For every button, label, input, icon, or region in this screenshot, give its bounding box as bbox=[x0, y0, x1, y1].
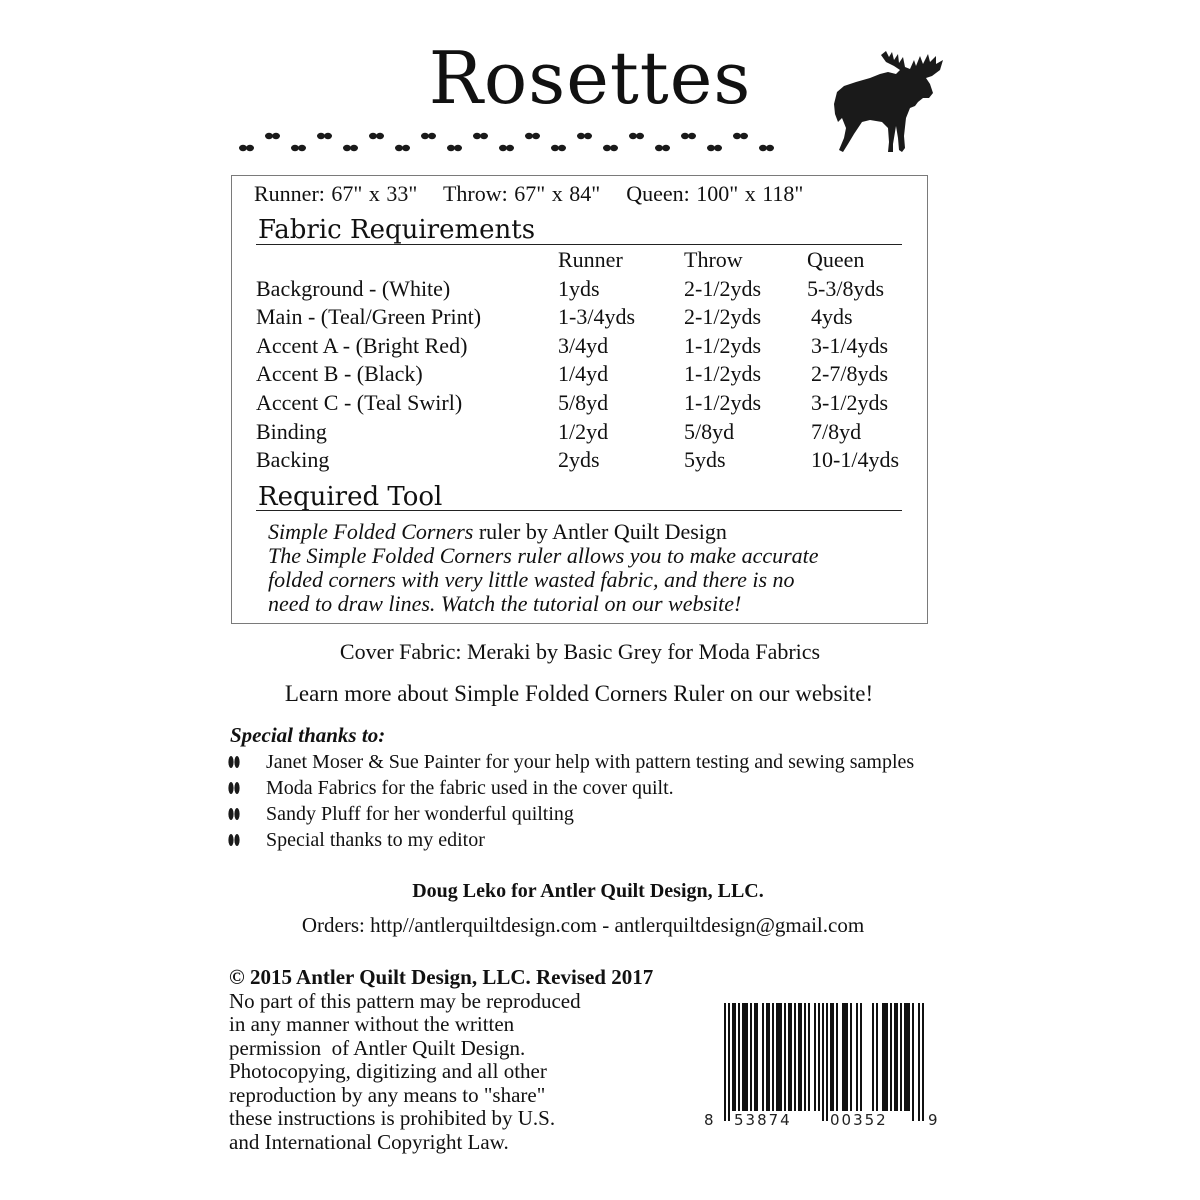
fabric-name: Accent A - (Bright Red) bbox=[256, 332, 468, 358]
fabric-table bbox=[256, 246, 917, 475]
tool-description-line: folded corners with very little wasted fabric, and there is no bbox=[268, 567, 795, 592]
queen-amount: 7/8yd bbox=[811, 418, 862, 444]
title-text: Rosettes bbox=[428, 36, 752, 120]
tool-name: Simple Folded Corners bbox=[268, 519, 474, 544]
copyright-notice bbox=[229, 966, 709, 1154]
fabric-name: Backing bbox=[256, 447, 330, 473]
queen-amount: 3-1/4yds bbox=[811, 332, 888, 358]
throw-amount: 1-1/2yds bbox=[684, 361, 761, 387]
runner-amount: 1yds bbox=[558, 275, 600, 301]
copyright-line: these instructions is prohibited by U.S. bbox=[229, 1106, 556, 1130]
hoofprint-icon bbox=[228, 754, 266, 770]
runner-amount: 1-3/4yds bbox=[558, 304, 635, 330]
barcode-left-group: 53874 bbox=[734, 1111, 792, 1129]
runner-amount: 5/8yd bbox=[558, 389, 609, 415]
size-runner: Runner: 67" x 33" bbox=[254, 181, 418, 206]
thanks-text: Moda Fabrics for the fabric used in the cover quilt. bbox=[266, 777, 674, 799]
queen-amount: 2-7/8yds bbox=[811, 361, 888, 387]
barcode-first-digit: 8 bbox=[704, 1111, 714, 1129]
copyright-line: No part of this pattern may be reproduced bbox=[229, 988, 581, 1013]
copyright-line: and International Copyright Law. bbox=[229, 1129, 509, 1154]
copyright-line: permission of Antler Quilt Design. bbox=[229, 1035, 526, 1060]
hoofprint-icon bbox=[228, 806, 266, 822]
runner-amount: 1/2yd bbox=[558, 418, 609, 444]
copyright-line: reproduction by any means to "share" bbox=[229, 1082, 546, 1107]
designer-credit: Doug Leko for Antler Quilt Design, LLC. bbox=[412, 880, 764, 902]
queen-amount: 3-1/2yds bbox=[811, 389, 888, 415]
thanks-text: Special thanks to my editor bbox=[266, 829, 485, 851]
barcode-right-group: 00352 bbox=[830, 1111, 888, 1129]
throw-amount: 2-1/2yds bbox=[684, 275, 761, 301]
barcode-bars-icon bbox=[722, 1003, 934, 1123]
size-throw: Throw: 67" x 84" bbox=[442, 181, 601, 206]
heading-rule bbox=[256, 510, 902, 511]
fabric-requirements-heading: Fabric Requirements bbox=[258, 215, 536, 245]
required-tool-description bbox=[268, 520, 908, 616]
orders-contact: Orders: http//antlerquiltdesign.com - antlerquiltdesign@gmail.com bbox=[301, 913, 865, 937]
finished-sizes bbox=[254, 181, 803, 207]
cover-fabric-note: Cover Fabric: Meraki by Basic Grey for Moda Fabrics bbox=[339, 639, 821, 664]
list-item bbox=[228, 775, 914, 801]
size-queen: Queen: 100" x 118" bbox=[626, 181, 804, 206]
tool-name-line bbox=[268, 520, 908, 544]
table-row bbox=[256, 446, 917, 475]
queen-amount: 4yds bbox=[811, 304, 853, 330]
required-tool-heading: Required Tool bbox=[258, 482, 443, 512]
runner-amount: 2yds bbox=[558, 447, 600, 473]
table-row bbox=[256, 332, 917, 361]
queen-amount: 10-1/4yds bbox=[811, 447, 899, 473]
moose-tracks-icon bbox=[230, 128, 790, 158]
fabric-name: Background - (White) bbox=[256, 275, 451, 301]
table-row bbox=[256, 303, 917, 332]
thanks-text: Sandy Pluff for her wonderful quilting bbox=[266, 803, 574, 825]
tool-maker: ruler by Antler Quilt Design bbox=[473, 519, 727, 544]
learn-more-note: Learn more about Simple Folded Corners Ruler on our website! bbox=[284, 681, 874, 706]
column-header-throw: Throw bbox=[684, 247, 743, 272]
fabric-name: Accent B - (Black) bbox=[256, 361, 423, 387]
hoofprint-icon bbox=[228, 780, 266, 796]
table-row bbox=[256, 418, 917, 447]
special-thanks-heading: Special thanks to: bbox=[230, 723, 386, 747]
table-row bbox=[256, 389, 917, 418]
thanks-text: Janet Moser & Sue Painter for your help with pattern testing and sewing samples bbox=[266, 751, 915, 773]
tool-description-line: need to draw lines. Watch the tutorial on our website! bbox=[268, 591, 742, 616]
copyright-heading: © 2015 Antler Quilt Design, LLC. Revised 2017 bbox=[229, 965, 654, 989]
list-item bbox=[228, 801, 914, 827]
special-thanks-list bbox=[228, 749, 914, 853]
moose-silhouette-icon bbox=[826, 48, 956, 163]
queen-amount: 5-3/8yds bbox=[807, 275, 884, 301]
copyright-line: Photocopying, digitizing and all other bbox=[229, 1059, 547, 1083]
copyright-line: in any manner without the written bbox=[229, 1012, 515, 1036]
page-title bbox=[0, 38, 1180, 118]
throw-amount: 2-1/2yds bbox=[684, 304, 761, 330]
table-row bbox=[256, 360, 917, 389]
throw-amount: 1-1/2yds bbox=[684, 389, 761, 415]
throw-amount: 1-1/2yds bbox=[684, 332, 761, 358]
table-header-row bbox=[256, 246, 917, 275]
heading-rule bbox=[256, 244, 902, 245]
column-header-queen: Queen bbox=[807, 247, 865, 272]
column-header-runner: Runner bbox=[558, 247, 623, 272]
throw-amount: 5yds bbox=[684, 447, 726, 473]
upc-barcode bbox=[704, 1003, 938, 1143]
list-item bbox=[228, 827, 914, 853]
tool-description-line: The Simple Folded Corners ruler allows you to make accurate bbox=[268, 543, 819, 568]
fabric-name: Binding bbox=[256, 418, 327, 444]
hoofprint-icon bbox=[228, 832, 266, 848]
runner-amount: 1/4yd bbox=[558, 361, 609, 387]
list-item bbox=[228, 749, 914, 775]
throw-amount: 5/8yd bbox=[684, 418, 735, 444]
barcode-check-digit: 9 bbox=[928, 1111, 938, 1129]
fabric-name: Main - (Teal/Green Print) bbox=[256, 304, 482, 330]
fabric-name: Accent C - (Teal Swirl) bbox=[256, 389, 463, 415]
table-row bbox=[256, 275, 917, 304]
runner-amount: 3/4yd bbox=[558, 332, 609, 358]
column-header bbox=[256, 246, 558, 275]
